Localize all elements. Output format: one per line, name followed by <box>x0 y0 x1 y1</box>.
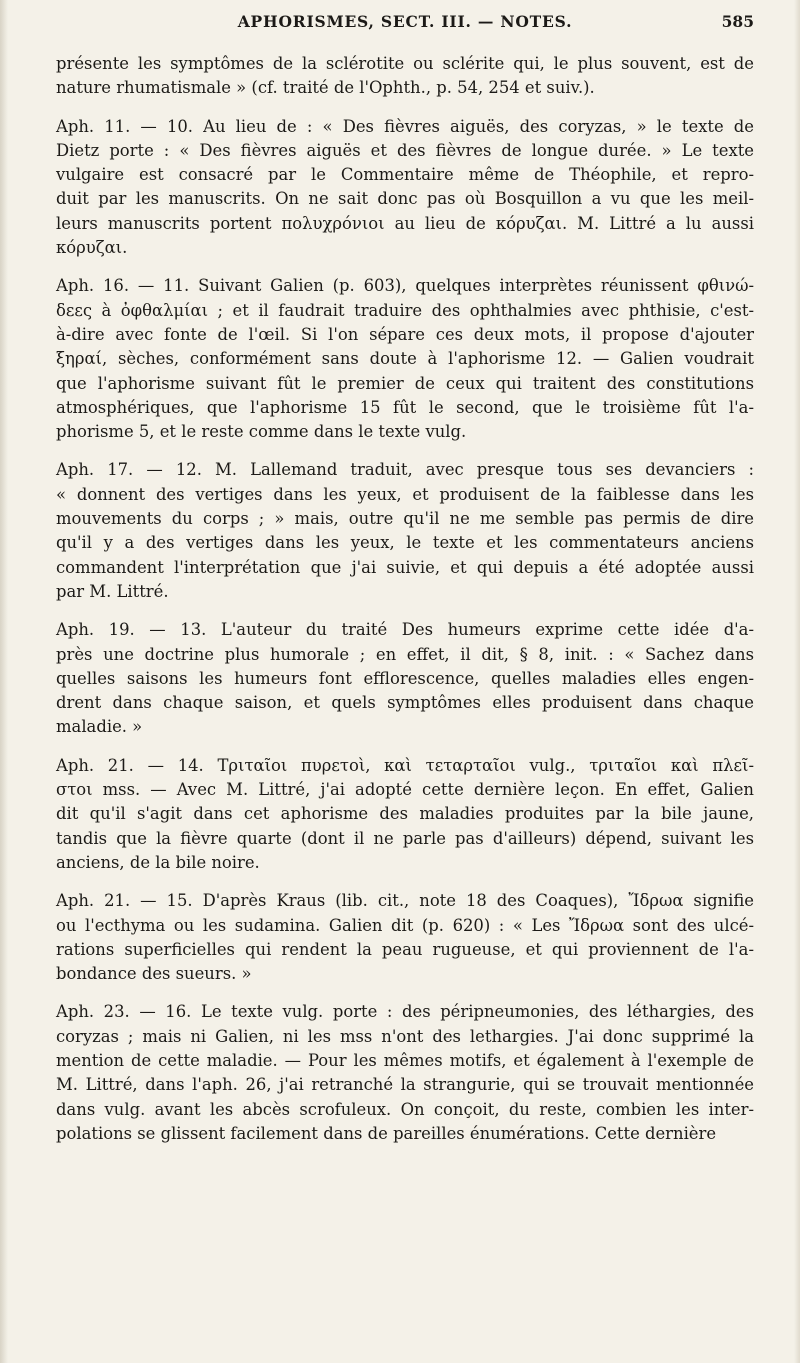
text-line: atmosphériques, que l'aphorisme 15 fût le second, que le troisième fût l'a- <box>56 397 754 417</box>
text-line: dans vulg. avant les abcès scrofuleux. On conçoit, du reste, combien les inter- <box>56 1099 754 1119</box>
text-line: tandis que la fièvre quarte (dont il ne parle pas d'ailleurs) dépend, suivant les <box>56 828 754 848</box>
text-line: Aph. 17. — 12. M. Lallemand traduit, avec presque tous ses devanciers : <box>56 460 754 480</box>
text-line: par M. Littré. <box>56 581 169 601</box>
text-line: vulgaire est consacré par le Commentaire même de Théophile, et repro- <box>56 165 754 185</box>
note-paragraph <box>56 115 754 261</box>
text-line: ou l'ecthyma ou les sudamina. Galien dit (p. 620) : « Les Ἴδρωα sont des ulcé- <box>56 915 754 935</box>
text-line: présente les symptômes de la sclérotite ou sclérite qui, le plus souvent, est de <box>56 54 754 73</box>
note-paragraph <box>56 52 754 101</box>
text-line: drent dans chaque saison, et quels symptômes elles produisent dans chaque <box>56 693 754 713</box>
page-number: 585 <box>721 12 754 31</box>
text-line: duit par les manuscrits. On ne sait donc pas où Bosquillon a vu que les meil- <box>56 189 754 209</box>
text-line: mention de cette maladie. — Pour les mêmes motifs, et également à l'exemple de <box>56 1050 754 1070</box>
text-line: Aph. 21. — 14. Τριταῖοι πυρετοὶ, καὶ τεταρταῖοι vulg., τριταῖοι καὶ πλεῖ- <box>56 755 754 775</box>
note-paragraph <box>56 889 754 986</box>
page-gutter-shadow <box>0 0 8 1363</box>
text-line: polations se glissent facilement dans de pareilles énumérations. Cette dernière <box>56 1123 717 1143</box>
text-line: Aph. 23. — 16. Le texte vulg. porte : des péripneumonies, des léthargies, des <box>56 1002 754 1022</box>
text-line: coryzas ; mais ni Galien, ni les mss n'ont des lethargies. J'ai donc supprimé la <box>56 1026 754 1046</box>
note-paragraph <box>56 1000 754 1146</box>
text-line: Aph. 16. — 11. Suivant Galien (p. 603), quelques interprètes réunissent φθινώ- <box>56 276 754 296</box>
text-line: « donnent des vertiges dans les yeux, et produisent de la faiblesse dans les <box>56 484 754 504</box>
text-line: nature rhumatismale » (cf. traité de l'Ophth., p. 54, 254 et suiv.). <box>56 78 595 98</box>
note-paragraph <box>56 458 754 604</box>
text-line: Dietz porte : « Des fièvres aiguës et des fièvres de longue durée. » Le texte <box>56 140 754 160</box>
text-line: ξηραί, sèches, conformément sans doute à l'aphorisme 12. — Galien voudrait <box>56 349 754 369</box>
text-line: Aph. 11. — 10. Au lieu de : « Des fièvres aiguës, des coryzas, » le texte de <box>56 116 754 136</box>
text-line: κόρυζαι. <box>56 238 128 258</box>
text-line: que l'aphorisme suivant fût le premier de ceux qui traitent des constitutions <box>56 373 754 393</box>
text-line: maladie. » <box>56 717 143 737</box>
text-line: bondance des sueurs. » <box>56 964 252 984</box>
text-line: dit qu'il s'agit dans cet aphorisme des maladies produites par la bile jaune, <box>56 804 754 824</box>
text-line: στοι mss. — Avec M. Littré, j'ai adopté cette dernière leçon. En effet, Galien <box>56 780 754 800</box>
text-line: qu'il y a des vertiges dans les yeux, le texte et les commentateurs anciens <box>56 533 754 553</box>
text-line: près une doctrine plus humorale ; en effet, il dit, § 8, init. : « Sachez dans <box>56 644 754 664</box>
text-line: anciens, de la bile noire. <box>56 852 260 872</box>
text-line: à-dire avec fonte de l'œil. Si l'on sépare ces deux mots, il propose d'ajouter <box>56 324 754 344</box>
text-line: M. Littré, dans l'aph. 26, j'ai retranché la strangurie, qui se trouvait mentionnée <box>56 1075 754 1095</box>
text-line: rations superficielles qui rendent la peau rugueuse, et qui proviennent de l'a- <box>56 939 754 959</box>
text-line: mouvements du corps ; » mais, outre qu'il ne me semble pas permis de dire <box>56 509 754 529</box>
notes-body <box>56 52 754 1146</box>
running-head: APHORISMES, SECT. III. — NOTES. <box>237 12 573 31</box>
text-line: quelles saisons les humeurs font efflorescence, quelles maladies elles engen- <box>56 668 754 688</box>
page-header <box>56 0 754 52</box>
text-line: δεες à ὀφθαλμίαι ; et il faudrait traduire des ophthalmies avec phthisie, c'est- <box>56 300 754 320</box>
note-paragraph <box>56 618 754 739</box>
text-line: Aph. 19. — 13. L'auteur du traité Des humeurs exprime cette idée d'a- <box>56 620 754 640</box>
page-edge-shadow <box>794 0 800 1363</box>
note-paragraph <box>56 274 754 444</box>
note-paragraph <box>56 754 754 875</box>
text-line: leurs manuscrits portent πολυχρόνιοι au lieu de κόρυζαι. M. Littré a lu aussi <box>56 213 754 233</box>
text-line: phorisme 5, et le reste comme dans le texte vulg. <box>56 422 467 442</box>
text-line: Aph. 21. — 15. D'après Kraus (lib. cit., note 18 des Coaques), Ἴδρωα signifie <box>56 891 754 911</box>
text-line: commandent l'interprétation que j'ai suivie, et qui depuis a été adoptée aussi <box>56 557 754 577</box>
